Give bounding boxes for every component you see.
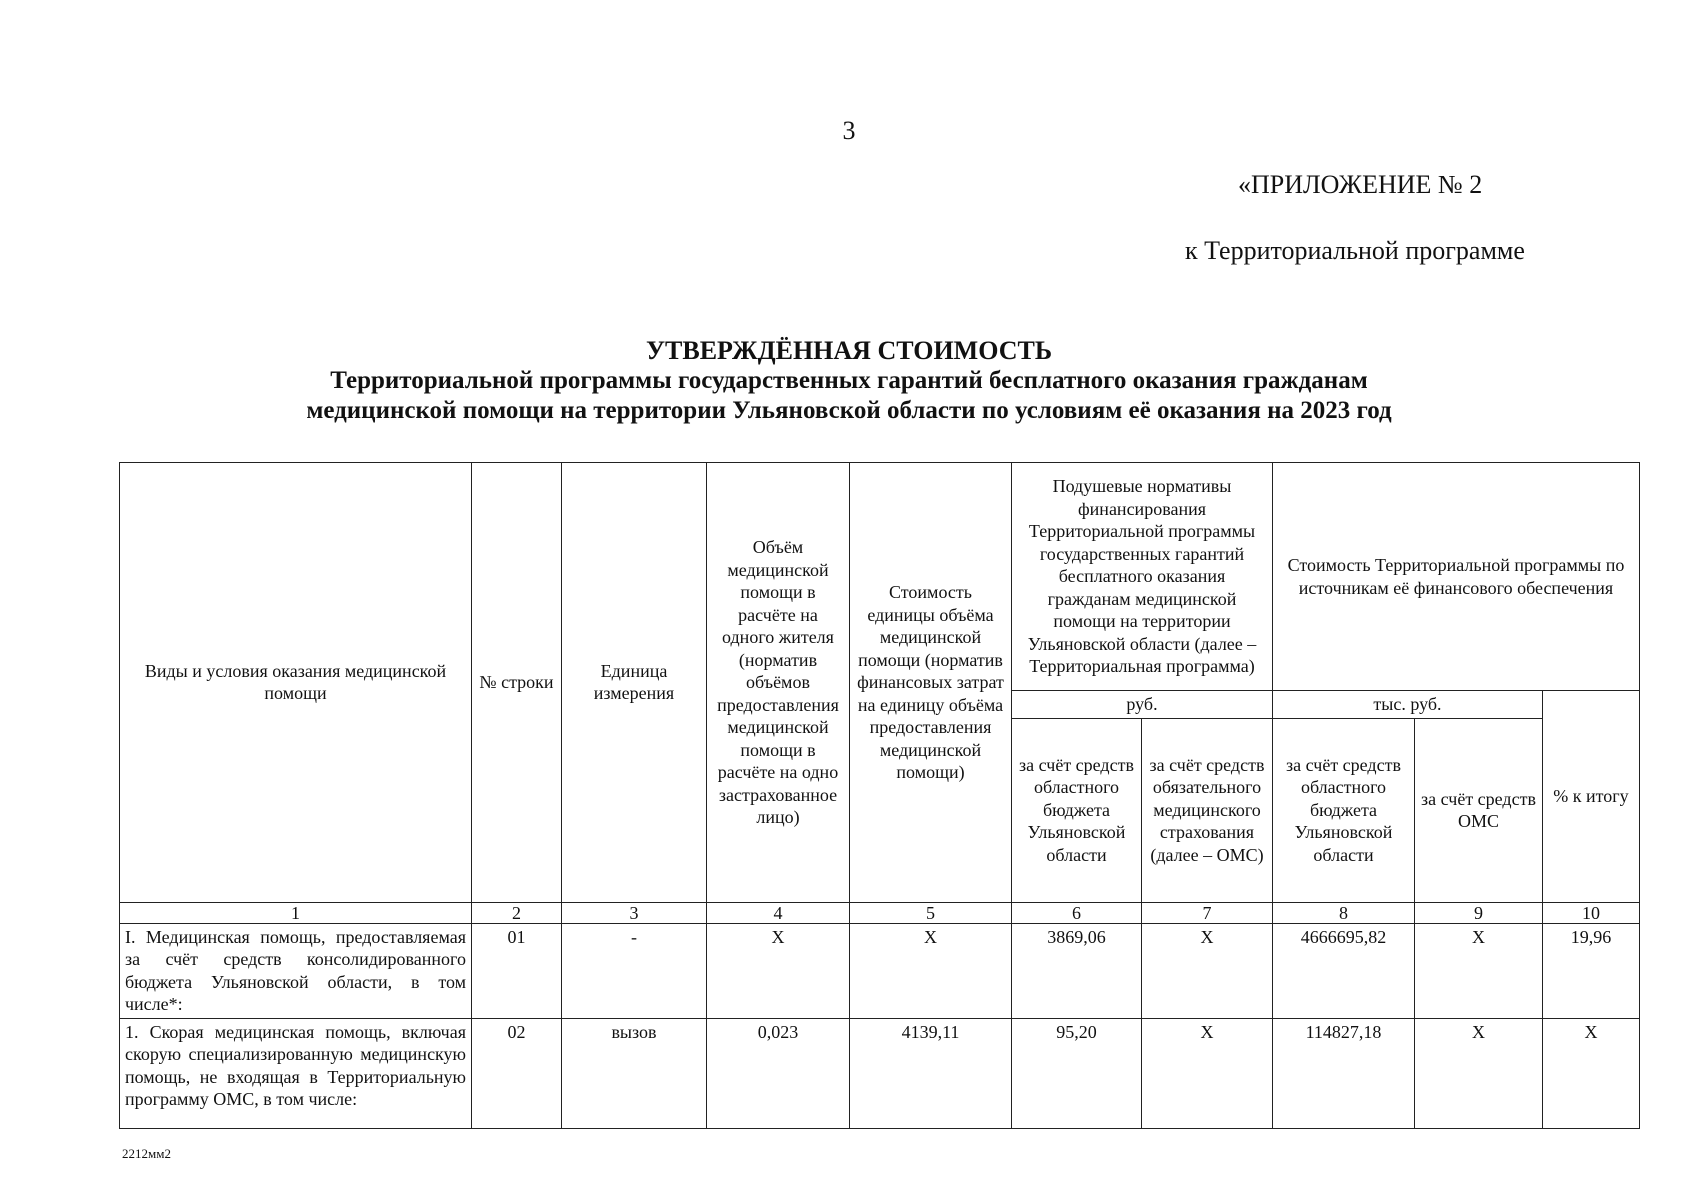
row-unit: вызов bbox=[562, 1018, 707, 1128]
row-volume: 0,023 bbox=[707, 1018, 850, 1128]
row-pc-oms: Х bbox=[1142, 923, 1273, 1018]
header-cost-sources: Стоимость Территориальной программы по источникам её финансового обеспечения bbox=[1273, 463, 1640, 691]
header-kind: Виды и условия оказания медицинской помощи bbox=[120, 463, 472, 903]
header-row-no: № строки bbox=[472, 463, 562, 903]
row-no: 01 bbox=[472, 923, 562, 1018]
header-pc-oms: за счёт средств обязательного медицинского страхования (далее – ОМС) bbox=[1142, 718, 1273, 902]
row-unit: - bbox=[562, 923, 707, 1018]
header-unit: Единица измерения bbox=[562, 463, 707, 903]
row-no: 02 bbox=[472, 1018, 562, 1128]
header-thousand-rub: тыс. руб. bbox=[1273, 691, 1543, 719]
appendix-subtitle: к Территориальной программе bbox=[1185, 236, 1525, 265]
row-cost-oms: Х bbox=[1415, 923, 1543, 1018]
header-pc-regional: за счёт средств областного бюджета Ульяновской области bbox=[1012, 718, 1142, 902]
table-row bbox=[120, 923, 1640, 1018]
column-number: 6 bbox=[1012, 902, 1142, 923]
header-cost-oms: за счёт средств ОМС bbox=[1415, 718, 1543, 902]
row-cost-regional: 114827,18 bbox=[1273, 1018, 1415, 1128]
heading-line-2: Территориальной программы государственных гарантий бесплатного оказания гражданам bbox=[330, 367, 1368, 394]
header-percent: % к итогу bbox=[1543, 691, 1640, 903]
footer-code: 2212мм2 bbox=[122, 1146, 171, 1161]
row-unit-cost: 4139,11 bbox=[850, 1018, 1012, 1128]
column-number: 4 bbox=[707, 902, 850, 923]
row-cost-regional: 4666695,82 bbox=[1273, 923, 1415, 1018]
table-row bbox=[120, 1018, 1640, 1128]
row-cost-oms: Х bbox=[1415, 1018, 1543, 1128]
row-pc-regional: 3869,06 bbox=[1012, 923, 1142, 1018]
row-pc-oms: Х bbox=[1142, 1018, 1273, 1128]
heading-line-1: УТВЕРЖДЁННАЯ СТОИМОСТЬ bbox=[645, 336, 1053, 365]
row-pc-regional: 95,20 bbox=[1012, 1018, 1142, 1128]
appendix-title: «ПРИЛОЖЕНИЕ № 2 bbox=[1238, 170, 1483, 199]
column-number: 10 bbox=[1543, 902, 1640, 923]
column-number: 7 bbox=[1142, 902, 1273, 923]
row-name: I. Медицинская помощь, предоставляемая за счёт средств консолидированного бюджета Ульяновской области, в том числе*: bbox=[120, 923, 472, 1018]
header-per-capita: Подушевые нормативы финансирования Территориальной программы государственных гарантий бесплатного оказания гражданам медицинской помощи на территории Ульяновской области (далее – Территориальная программа) bbox=[1012, 463, 1273, 691]
document-heading bbox=[0, 336, 1698, 426]
header-rub: руб. bbox=[1012, 691, 1273, 719]
row-percent: Х bbox=[1543, 1018, 1640, 1128]
column-number: 3 bbox=[562, 902, 707, 923]
page-number: 3 bbox=[842, 116, 856, 145]
row-percent: 19,96 bbox=[1543, 923, 1640, 1018]
column-number: 9 bbox=[1415, 902, 1543, 923]
column-number: 8 bbox=[1273, 902, 1415, 923]
column-number: 1 bbox=[120, 902, 472, 923]
cost-table bbox=[119, 462, 1640, 1129]
row-volume: Х bbox=[707, 923, 850, 1018]
heading-line-3: медицинской помощи на территории Ульяновской области по условиям её оказания на 2023 год bbox=[306, 397, 1392, 424]
header-unit-cost: Стоимость единицы объёма медицинской помощи (норматив финансовых затрат на единицу объёма предоставления медицинской помощи) bbox=[850, 463, 1012, 903]
column-number: 2 bbox=[472, 902, 562, 923]
header-cost-regional: за счёт средств областного бюджета Ульяновской области bbox=[1273, 718, 1415, 902]
column-numbers-row bbox=[120, 902, 1640, 923]
column-number: 5 bbox=[850, 902, 1012, 923]
row-unit-cost: Х bbox=[850, 923, 1012, 1018]
header-volume: Объём медицинской помощи в расчёте на одного жителя (норматив объёмов предоставления медицинской помощи в расчёте на одно застрахованное лицо) bbox=[707, 463, 850, 903]
row-name: 1. Скорая медицинская помощь, включая скорую специализированную медицинскую помощь, не входящая в Территориальную программу ОМС, в том числе: bbox=[120, 1018, 472, 1128]
